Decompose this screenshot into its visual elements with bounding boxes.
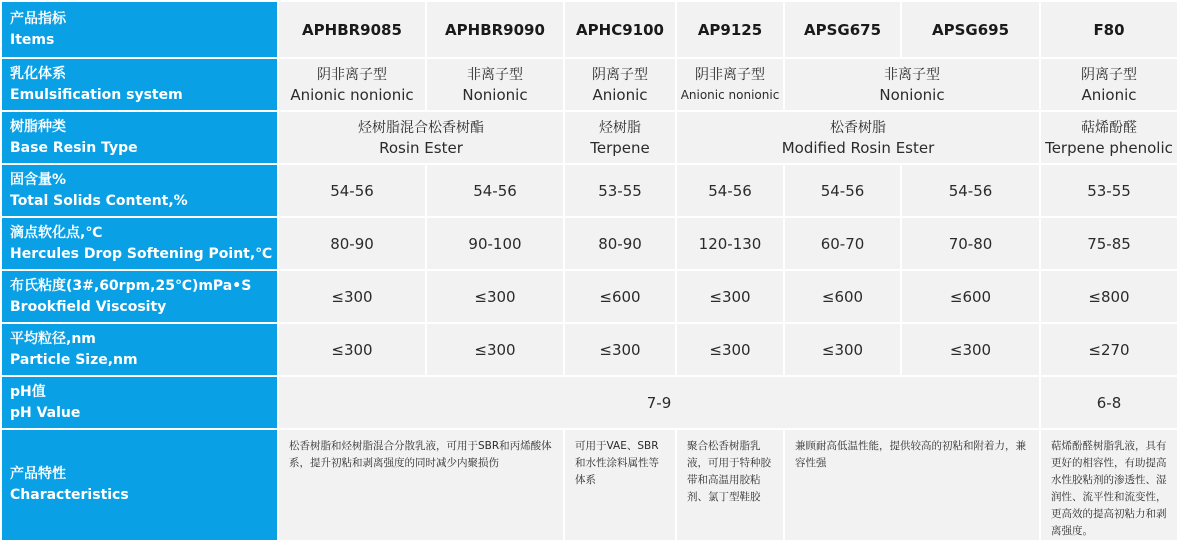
resin-cell-1-2 [279, 112, 563, 163]
softening-cell-2: 90-100 [427, 218, 563, 269]
resin-cell-3-en: Terpene [590, 138, 650, 157]
softening-cell-3: 80-90 [565, 218, 675, 269]
viscosity-cell-1: ≤300 [279, 271, 425, 322]
resin-row [2, 112, 1177, 163]
characteristics-label-en: Characteristics [10, 487, 129, 503]
emulsification-cell-2 [427, 59, 563, 110]
softening-cell-6: 70-80 [902, 218, 1039, 269]
resin-cell-1-2-en: Rosin Ester [379, 138, 463, 157]
particle-label [2, 324, 277, 375]
solids-label-en: Total Solids Content,% [10, 192, 188, 209]
solids-cell-6: 54-56 [902, 165, 1039, 216]
viscosity-label-en: Brookfield Viscosity [10, 298, 167, 315]
resin-label-en: Base Resin Type [10, 139, 138, 156]
solids-label-zh: 固含量% [10, 171, 67, 188]
emulsification-cell-5-6 [785, 59, 1039, 110]
solids-row [2, 165, 1177, 216]
emulsification-cell-2-zh: 非离子型 [467, 66, 523, 83]
particle-cell-6: ≤300 [902, 324, 1039, 375]
product-header-5: APSG675 [785, 2, 900, 57]
ph-cell-1-6: 7-9 [279, 377, 1039, 428]
particle-cell-3: ≤300 [565, 324, 675, 375]
solids-cell-1: 54-56 [279, 165, 425, 216]
emulsification-cell-3 [565, 59, 675, 110]
resin-cell-7 [1041, 112, 1177, 163]
solids-cell-3: 53-55 [565, 165, 675, 216]
characteristics-cell-3: 可用于VAE、SBR和水性涂料属性等体系 [565, 430, 675, 540]
characteristics-cell-5-6: 兼顾耐高低温性能，提供较高的初粘和附着力，兼容性强 [785, 430, 1039, 540]
ph-label-zh: pH值 [10, 383, 46, 400]
resin-label-zh: 树脂种类 [10, 118, 66, 135]
viscosity-cell-6: ≤600 [902, 271, 1039, 322]
emulsification-cell-3-en: Anionic [592, 85, 648, 104]
ph-label [2, 377, 277, 428]
emulsification-row [2, 59, 1177, 110]
emulsification-cell-1 [279, 59, 425, 110]
resin-cell-1-2-zh: 烃树脂混合松香树酯 [358, 119, 484, 136]
particle-cell-5: ≤300 [785, 324, 900, 375]
emulsification-cell-5-6-en: Nonionic [879, 85, 945, 104]
resin-cell-7-zh: 萜烯酚醛 [1081, 119, 1137, 136]
viscosity-cell-3: ≤600 [565, 271, 675, 322]
product-header-6: APSG695 [902, 2, 1039, 57]
emulsification-cell-7-zh: 阴离子型 [1081, 66, 1137, 83]
characteristics-cell-7: 萜烯酚醛树脂乳液，具有更好的相容性，有助提高水性胶粘剂的渗透性、湿润性、流平性和流变性，更高效的提高初粘力和剥离强度。 [1041, 430, 1177, 540]
characteristics-cell-1-2: 松香树脂和烃树脂混合分散乳液，可用于SBR和丙烯酸体系，提升初粘和剥离强度的同时减少内聚损伤 [279, 430, 563, 540]
emulsification-cell-4 [677, 59, 783, 110]
particle-label-en: Particle Size,nm [10, 351, 138, 368]
items-header-cell [2, 2, 277, 57]
softening-label-zh: 滴点软化点,℃ [10, 224, 103, 241]
softening-label [2, 218, 277, 269]
product-header-3: APHC9100 [565, 2, 675, 57]
emulsification-cell-7 [1041, 59, 1177, 110]
particle-label-zh: 平均粒径,nm [10, 330, 96, 347]
emulsification-cell-2-en: Nonionic [462, 85, 528, 104]
softening-cell-4: 120-130 [677, 218, 783, 269]
ph-cell-7: 6-8 [1041, 377, 1177, 428]
characteristics-label-zh: 产品特性 [10, 466, 66, 482]
particle-cell-4: ≤300 [677, 324, 783, 375]
header-row [2, 2, 1177, 57]
viscosity-cell-5: ≤600 [785, 271, 900, 322]
emulsification-label [2, 59, 277, 110]
resin-cell-7-en: Terpene phenolic [1045, 138, 1173, 157]
ph-row [2, 377, 1177, 428]
viscosity-cell-7: ≤800 [1041, 271, 1177, 322]
emulsification-cell-3-zh: 阴离子型 [592, 66, 648, 83]
emulsification-label-zh: 乳化体系 [10, 65, 66, 82]
ph-label-en: pH Value [10, 404, 81, 421]
solids-cell-2: 54-56 [427, 165, 563, 216]
resin-cell-4-6 [677, 112, 1039, 163]
characteristics-row [2, 430, 1177, 540]
softening-cell-7: 75-85 [1041, 218, 1177, 269]
items-header-en: Items [10, 31, 55, 48]
solids-cell-5: 54-56 [785, 165, 900, 216]
product-header-1: APHBR9085 [279, 2, 425, 57]
emulsification-label-en: Emulsification system [10, 86, 183, 103]
softening-row [2, 218, 1177, 269]
particle-row [2, 324, 1177, 375]
viscosity-label [2, 271, 277, 322]
viscosity-label-zh: 布氏粘度(3#,60rpm,25℃)mPa•S [10, 277, 252, 294]
viscosity-row [2, 271, 1177, 322]
viscosity-cell-2: ≤300 [427, 271, 563, 322]
resin-cell-3 [565, 112, 675, 163]
characteristics-cell-4: 聚合松香树脂乳液，可用于特种胶带和高温用胶粘剂、氯丁型鞋胶 [677, 430, 783, 540]
emulsification-cell-4-zh: 阴非离子型 [695, 66, 765, 83]
resin-cell-3-zh: 烃树脂 [599, 119, 641, 136]
emulsification-cell-7-en: Anionic [1081, 85, 1137, 104]
viscosity-cell-4: ≤300 [677, 271, 783, 322]
product-header-2: APHBR9090 [427, 2, 563, 57]
softening-label-en: Hercules Drop Softening Point,℃ [10, 245, 273, 262]
product-header-7: F80 [1041, 2, 1177, 57]
product-header-4: AP9125 [677, 2, 783, 57]
items-header-zh: 产品指标 [10, 10, 66, 27]
resin-cell-4-6-en: Modified Rosin Ester [781, 138, 935, 157]
particle-cell-2: ≤300 [427, 324, 563, 375]
emulsification-cell-4-en: Anionic nonionic [680, 87, 780, 102]
solids-cell-7: 53-55 [1041, 165, 1177, 216]
softening-cell-1: 80-90 [279, 218, 425, 269]
particle-cell-1: ≤300 [279, 324, 425, 375]
emulsification-cell-1-en: Anionic nonionic [290, 85, 414, 104]
softening-cell-5: 60-70 [785, 218, 900, 269]
emulsification-cell-5-6-zh: 非离子型 [884, 66, 940, 83]
resin-label [2, 112, 277, 163]
characteristics-label [2, 430, 277, 540]
resin-cell-4-6-zh: 松香树脂 [830, 119, 886, 136]
solids-label [2, 165, 277, 216]
particle-cell-7: ≤270 [1041, 324, 1177, 375]
solids-cell-4: 54-56 [677, 165, 783, 216]
emulsification-cell-1-zh: 阴非离子型 [317, 66, 387, 83]
